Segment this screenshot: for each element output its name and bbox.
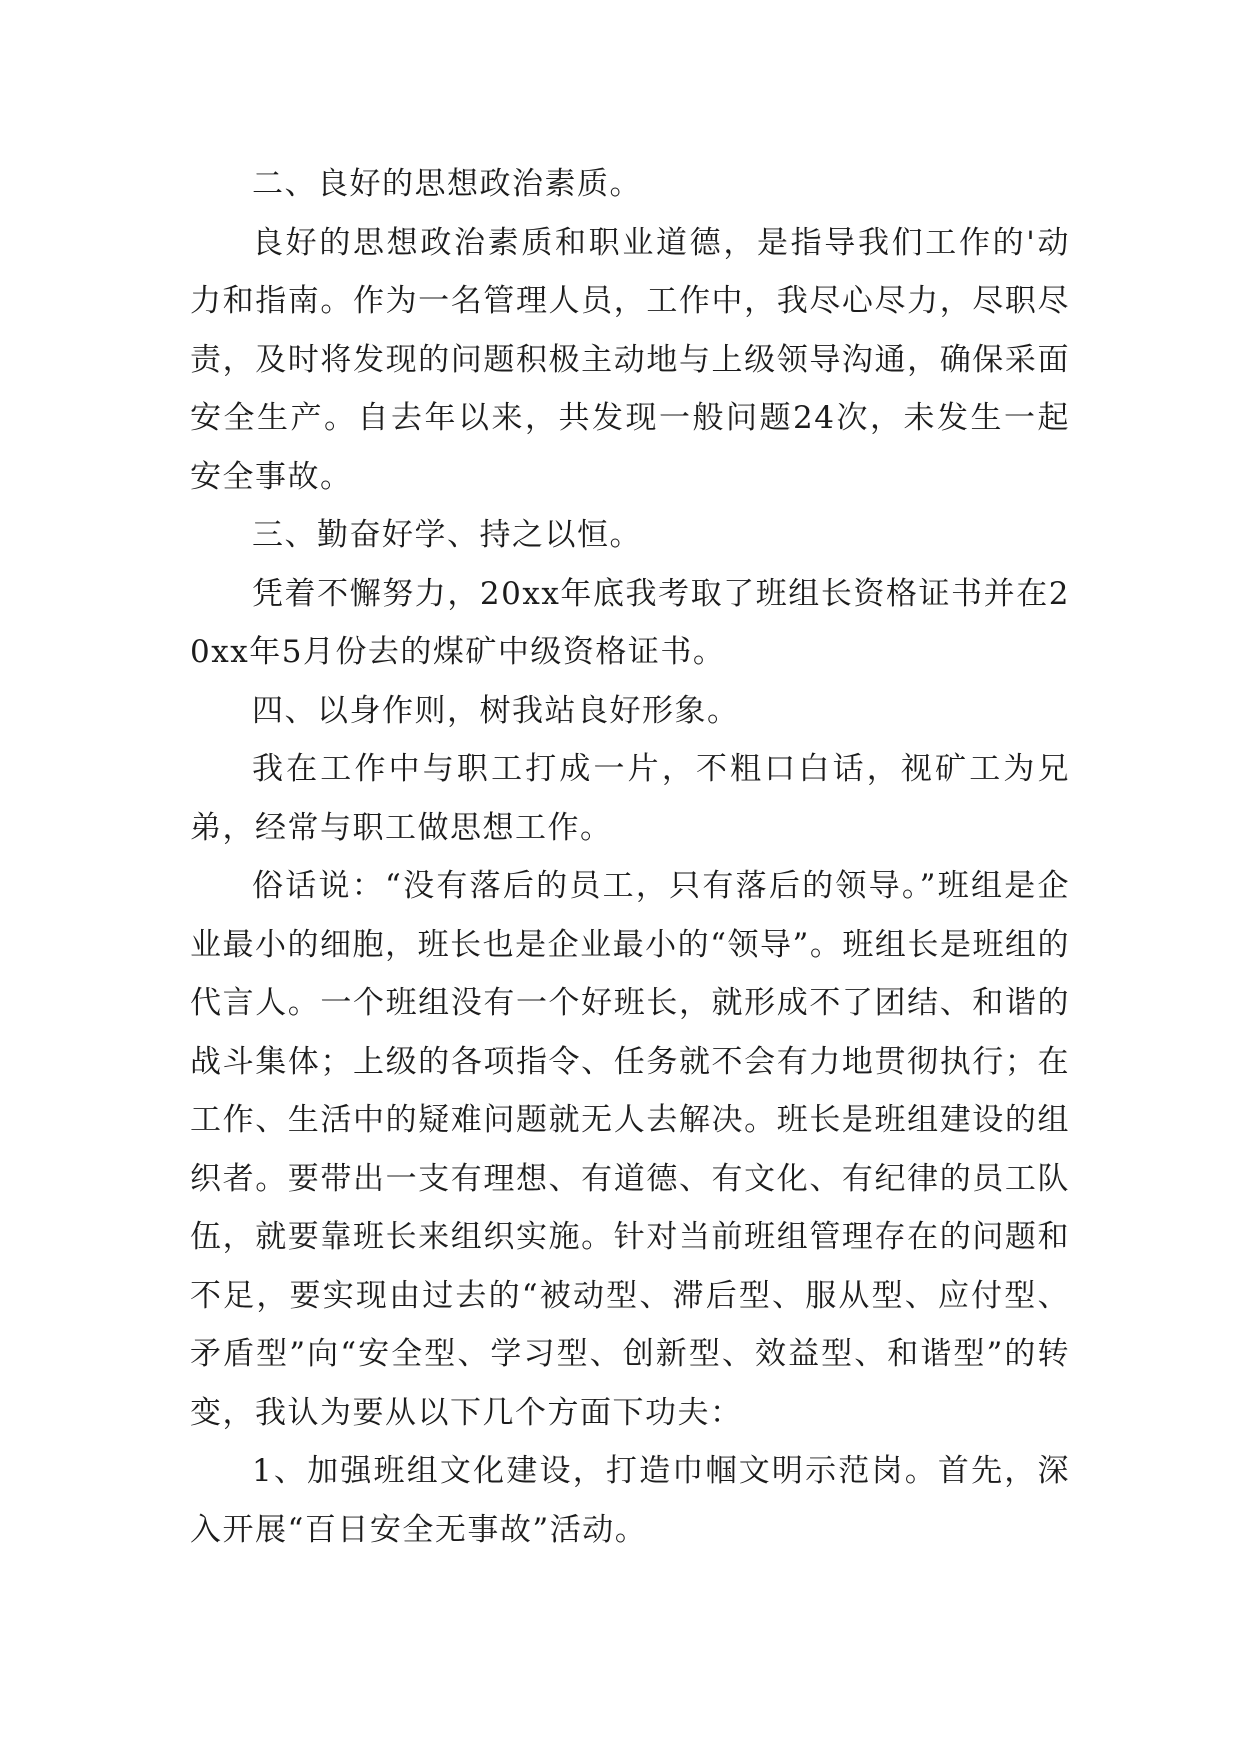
section-heading-three: 三、勤奋好学、持之以恒。 <box>252 517 642 553</box>
section-heading-four: 四、以身作则，树我站良好形象。 <box>252 692 740 729</box>
document-body <box>190 155 1070 1559</box>
paragraph-workers: 我在工作中与职工打成一片，不粗口白话，视矿工为兄弟，经常与职工做思想工作。 <box>190 751 1070 846</box>
paragraph-item-one: 1、加强班组文化建设，打造巾帼文明示范岗。首先，深入开展“百日安全无事故”活动。 <box>190 1453 1070 1548</box>
paragraph-team-leader: 俗话说：“没有落后的员工，只有落后的领导。”班组是企业最小的细胞，班长也是企业最小的“领导”。班组长是班组的代言人。一个班组没有一个好班长，就形成不了团结、和谐的战斗集体；上级的各项指令、任务就不会有力地贯彻执行；在工作、生活中的疑难问题就无人去解决。班长是班组建设的组织者。要带出一支有理想、有道德、有文化、有纪律的员工队伍，就要靠班长来组织实施。针对当前班组管理存在的问题和不足，要实现由过去的“被动型、滞后型、服从型、应付型、矛盾型”向“安全型、学习型、创新型、效益型、和谐型”的转变，我认为要从以下几个方面下功夫： <box>190 868 1070 1431</box>
paragraph-political-quality: 良好的思想政治素质和职业道德，是指导我们工作的'动力和指南。作为一名管理人员，工作中，我尽心尽力，尽职尽责，及时将发现的问题积极主动地与上级领导沟通，确保采面安全生产。自去年以来，共发现一般问题24次，未发生一起安全事故。 <box>190 224 1070 495</box>
paragraph-certificates: 凭着不懈努力，20xx年底我考取了班组长资格证书并在20xx年5月份去的煤矿中级资格证书。 <box>190 575 1070 670</box>
section-heading-two: 二、良好的思想政治素质。 <box>252 166 642 202</box>
